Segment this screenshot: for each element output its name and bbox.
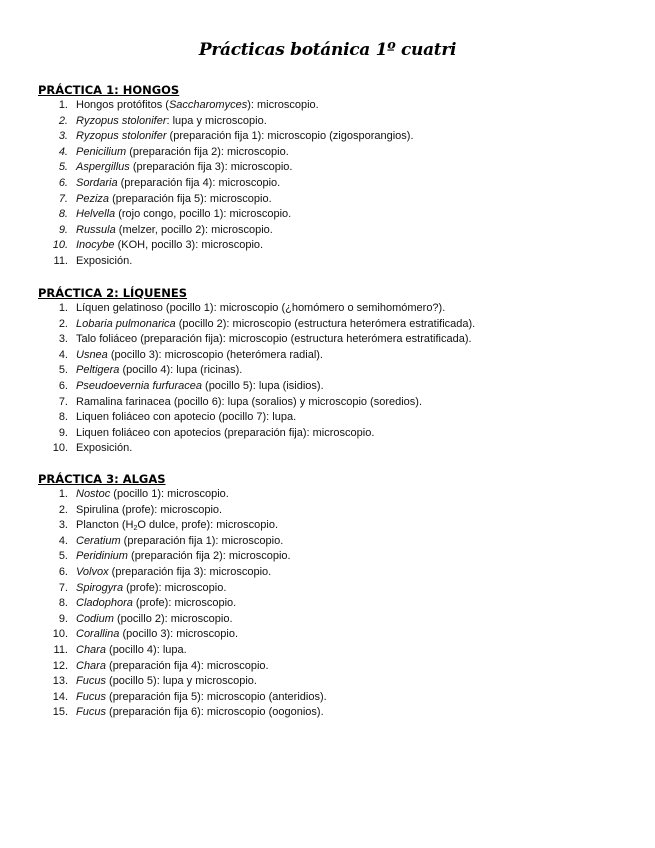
item-text: : lupa y microscopio. — [166, 114, 267, 127]
list-item — [38, 643, 327, 659]
item-number: 4. — [58, 348, 68, 361]
species-name: Helvella — [76, 208, 116, 221]
item-number: 9. — [58, 223, 68, 236]
item-number: 3. — [58, 333, 68, 346]
list-item — [38, 363, 475, 379]
item-text: Liquen foliáceo con apotecios (preparación fija): microscopio. — [76, 426, 375, 439]
species-name: Ryzopus stolonifer — [76, 114, 167, 127]
list-item — [38, 659, 327, 675]
item-number: 1. — [58, 99, 68, 111]
species-name: Lobaria pulmonarica — [76, 317, 176, 330]
list-item — [38, 238, 414, 254]
item-text: Liquen foliáceo con apotecio (pocillo 7): lupa. — [76, 411, 297, 424]
list-item — [38, 348, 475, 364]
item-number: 1. — [58, 488, 68, 500]
item-number: 4. — [58, 145, 68, 158]
item-text: (pocillo 2): microscopio. — [113, 612, 233, 625]
section-title: PRÁCTICA 3: ALGAS — [38, 472, 166, 486]
species-name: Nostoc — [76, 488, 111, 500]
species-name: Ryzopus stolonifer — [76, 130, 167, 143]
species-name: Peridinium — [76, 550, 128, 563]
item-text: Ramalina farinacea (pocillo 6): lupa (soralios) y microscopio (soredios). — [76, 395, 423, 408]
list-item — [38, 534, 327, 550]
item-text: (preparación fija 2): microscopio. — [127, 550, 291, 563]
list-item — [38, 705, 327, 721]
item-number: 6. — [58, 565, 68, 578]
list-item — [38, 441, 475, 457]
list-item — [38, 410, 475, 426]
item-number: 5. — [58, 161, 68, 174]
item-number: 6. — [58, 379, 68, 392]
item-text: O dulce, profe): microscopio. — [137, 519, 279, 532]
item-text: (preparación fija 2): microscopio. — [126, 145, 289, 158]
item-number: 10. — [52, 239, 68, 252]
item-number: 9. — [58, 612, 68, 625]
item-text: (melzer, pocillo 2): microscopio. — [115, 223, 273, 236]
species-name: Peziza — [76, 192, 110, 205]
item-text: (profe): microscopio. — [123, 581, 227, 594]
species-name: Fucus — [76, 690, 106, 703]
item-text: (pocillo 4): lupa (ricinas). — [119, 364, 243, 377]
list-item — [38, 503, 327, 519]
item-number: 14. — [52, 690, 68, 703]
item-number: 6. — [58, 176, 68, 189]
list-item — [38, 129, 414, 145]
list-item — [38, 596, 327, 612]
item-number: 3. — [58, 519, 68, 532]
list-item — [38, 487, 327, 503]
list-item — [38, 565, 327, 581]
item-text: (preparación fija 5): microscopio. — [109, 192, 272, 205]
item-number: 9. — [58, 426, 68, 439]
item-number: 3. — [58, 130, 68, 143]
item-number: 4. — [58, 534, 68, 547]
item-text: (profe): microscopio. — [132, 597, 237, 610]
item-text: (preparación fija 1): microscopio (zigosporangios). — [166, 130, 414, 143]
section-hongos — [38, 83, 414, 270]
list-item — [38, 674, 327, 690]
item-text: (pocillo 2): microscopio (estructura heterómera estratificada). — [175, 317, 476, 330]
species-name: Volvox — [76, 565, 109, 578]
item-text: (preparación fija 5): microscopio (anteridios). — [105, 690, 327, 703]
item-text: Hongos protófitos ( — [76, 99, 169, 111]
list-item — [38, 612, 327, 628]
species-name: Sordaria — [76, 176, 118, 189]
item-text: (pocillo 3): microscopio. — [119, 628, 239, 641]
item-list — [38, 98, 414, 270]
list-item — [38, 581, 327, 597]
list-item — [38, 332, 475, 348]
subscript-text: 2 — [133, 525, 138, 533]
item-number: 10. — [52, 442, 68, 455]
item-text: (pocillo 4): lupa. — [105, 643, 187, 656]
item-number: 8. — [58, 411, 68, 424]
item-text: (rojo congo, pocillo 1): microscopio. — [115, 208, 292, 221]
species-name: Cladophora — [76, 597, 133, 610]
item-number: 7. — [58, 395, 68, 408]
item-number: 12. — [52, 659, 68, 672]
item-number: 15. — [52, 706, 68, 719]
item-number: 5. — [58, 364, 68, 377]
list-item — [38, 145, 414, 161]
item-text: Líquen gelatinoso (pocillo 1): microscopio (¿homómero o semihomómero?). — [76, 302, 446, 314]
species-name: Codium — [76, 612, 114, 625]
species-name: Chara — [76, 659, 106, 672]
section-algas — [38, 472, 327, 721]
list-item — [38, 317, 475, 333]
list-item — [38, 627, 327, 643]
species-name: Usnea — [76, 348, 108, 361]
list-item — [38, 690, 327, 706]
section-liquenes — [38, 286, 475, 457]
item-text: (preparación fija 4): microscopio. — [105, 659, 269, 672]
list-item — [38, 114, 414, 130]
item-number: 13. — [52, 675, 68, 688]
list-item — [38, 426, 475, 442]
item-text: (KOH, pocillo 3): microscopio. — [114, 239, 264, 252]
item-text: (preparación fija 4): microscopio. — [117, 176, 281, 189]
item-number: 5. — [58, 550, 68, 563]
item-text: Exposición. — [76, 442, 133, 455]
species-name: Fucus — [76, 706, 106, 719]
species-name: Spirogyra — [76, 581, 124, 594]
item-number: 2. — [58, 503, 68, 516]
item-text: Exposición. — [76, 254, 133, 267]
section-title: PRÁCTICA 1: HONGOS — [38, 83, 180, 97]
species-name: Inocybe — [76, 239, 115, 252]
item-list — [38, 487, 327, 721]
species-name: Fucus — [76, 675, 106, 688]
item-number: 10. — [52, 628, 68, 641]
list-item — [38, 160, 414, 176]
item-text: (pocillo 5): lupa (isidios). — [201, 379, 324, 392]
species-name: Corallina — [76, 628, 120, 641]
item-text: Talo foliáceo (preparación fija): microscopio (estructura heterómera estratificada). — [76, 333, 472, 346]
species-name: Chara — [76, 643, 106, 656]
item-number: 7. — [58, 192, 68, 205]
document-title: Prácticas botánica 1º cuatri — [198, 40, 457, 60]
item-text: (preparación fija 6): microscopio (oogonios). — [105, 706, 324, 719]
item-text: (pocillo 5): lupa y microscopio. — [105, 675, 257, 688]
item-text: ): microscopio. — [247, 99, 319, 111]
list-item — [38, 254, 414, 270]
item-text: (pocillo 3): microscopio (heterómera radial). — [107, 348, 323, 361]
item-text: (pocillo 1): microscopio. — [110, 488, 229, 500]
species-name: Peltigera — [76, 364, 120, 377]
item-number: 8. — [58, 208, 68, 221]
item-number: 8. — [58, 597, 68, 610]
item-number: 1. — [58, 302, 68, 314]
item-number: 11. — [53, 254, 68, 267]
item-number: 7. — [58, 581, 68, 594]
item-text: Plancton (H — [76, 519, 134, 532]
list-item — [38, 207, 414, 223]
item-text: (preparación fija 3): microscopio. — [108, 565, 272, 578]
species-name: Russula — [76, 223, 116, 236]
list-item — [38, 518, 327, 534]
species-name: Ceratium — [76, 534, 121, 547]
list-item — [38, 192, 414, 208]
list-item — [38, 301, 475, 317]
species-name: Saccharomyces — [168, 99, 248, 111]
item-list — [38, 301, 475, 457]
species-name: Aspergillus — [76, 161, 130, 174]
list-item — [38, 379, 475, 395]
item-text: (preparación fija 3): microscopio. — [129, 161, 293, 174]
list-item — [38, 549, 327, 565]
species-name: Penicilium — [76, 145, 127, 158]
list-item — [38, 395, 475, 411]
list-item — [38, 98, 414, 114]
item-number: 2. — [58, 114, 68, 127]
list-item — [38, 176, 414, 192]
item-number: 2. — [58, 317, 68, 330]
item-number: 11. — [53, 643, 68, 656]
species-name: Pseudoevernia furfuracea — [76, 379, 202, 392]
item-text: (preparación fija 1): microscopio. — [120, 534, 284, 547]
section-title: PRÁCTICA 2: LÍQUENES — [38, 286, 188, 300]
item-text: Spirulina (profe): microscopio. — [76, 503, 223, 516]
list-item — [38, 223, 414, 239]
